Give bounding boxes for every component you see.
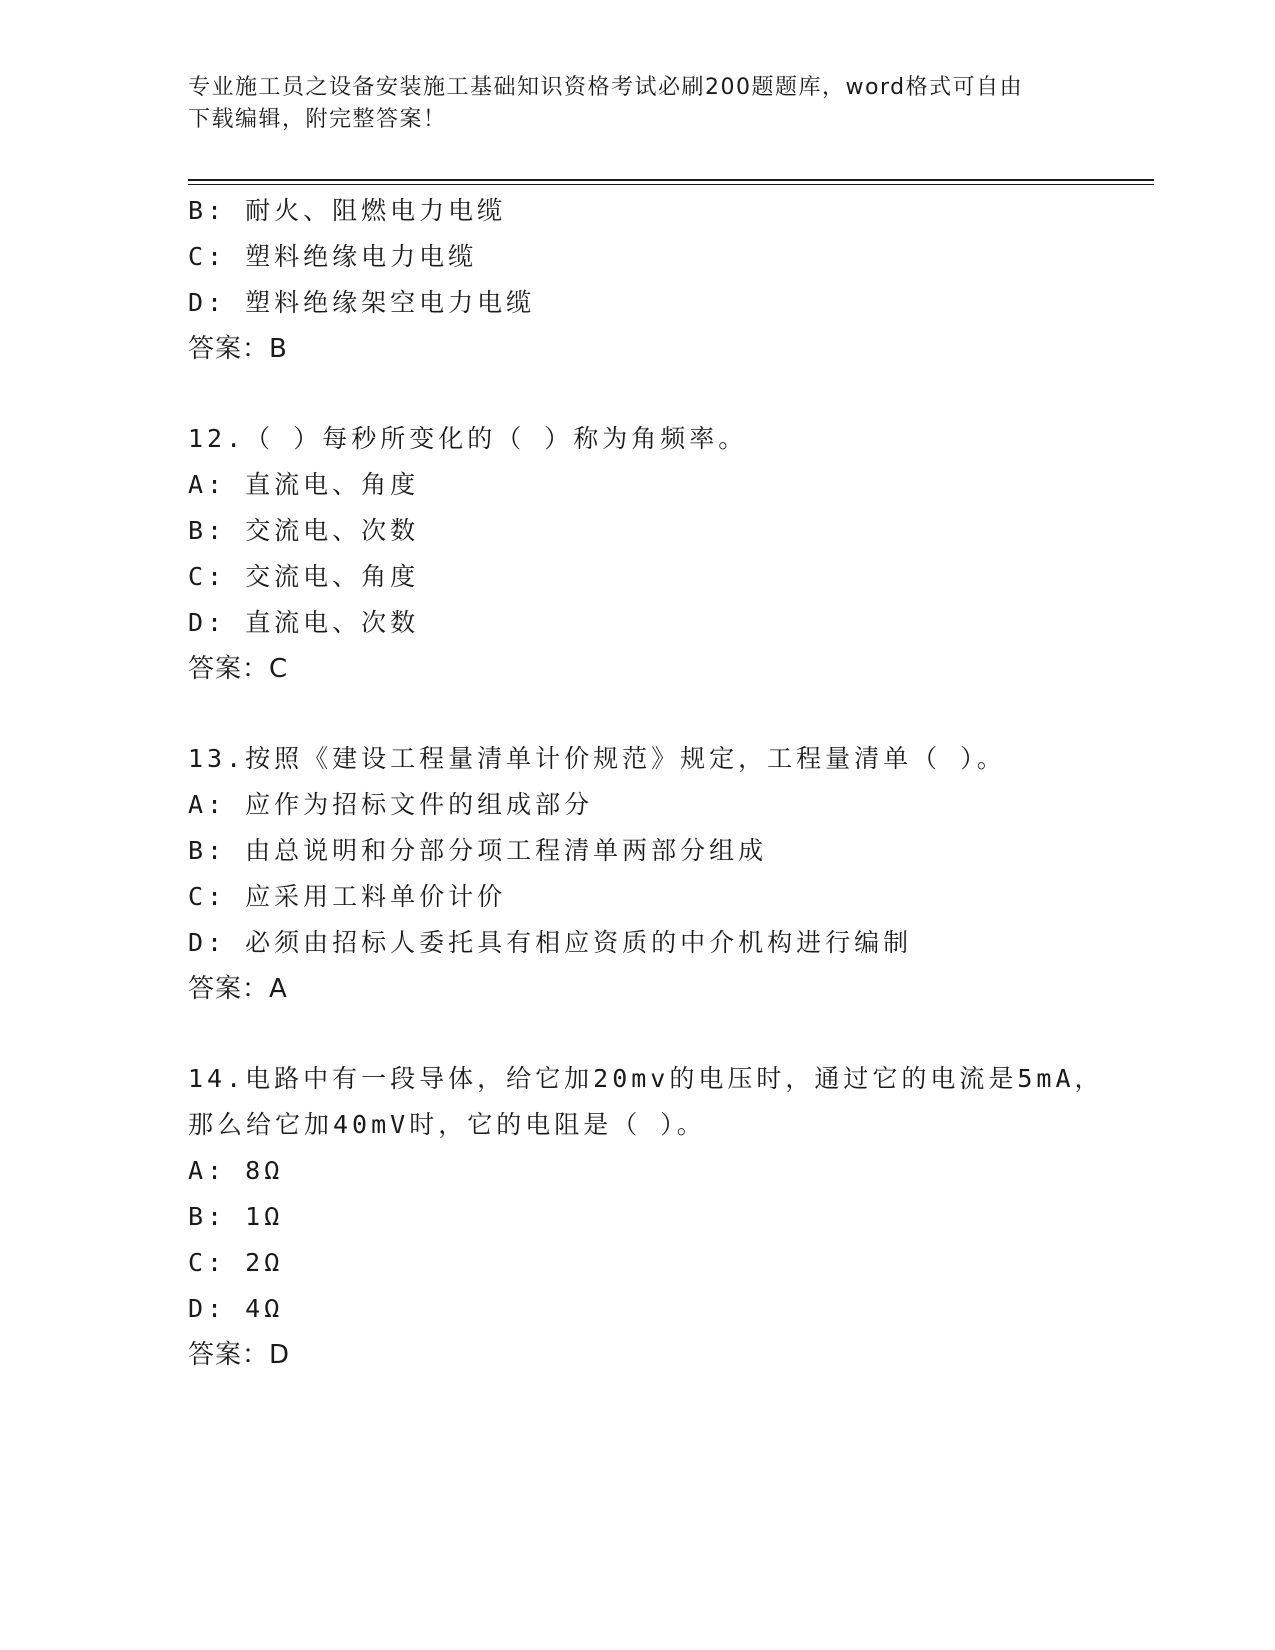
question-stem-line-2: 那么给它加40mV时，它的电阻是（ ）。 (188, 1110, 706, 1139)
option-b: B: 交流电、次数 (188, 516, 420, 545)
question-stem: 12.（ ）每秒所变化的（ ）称为角频率。 (188, 424, 748, 453)
question-stem-line-1: 14.电路中有一段导体，给它加20mv的电压时，通过它的电流是5mA， (188, 1064, 1104, 1093)
question-12 (188, 416, 1154, 692)
question-14 (188, 1056, 1154, 1378)
question-stem: 13.按照《建设工程量清单计价规范》规定，工程量清单（ ）。 (188, 744, 1006, 773)
header-divider-thin (188, 184, 1154, 185)
question-13 (188, 736, 1154, 1012)
option-d: D: 必须由招标人委托具有相应资质的中介机构进行编制 (188, 928, 913, 957)
option-b: B: 由总说明和分部分项工程清单两部分组成 (188, 836, 768, 865)
answer-line: 答案：A (188, 974, 288, 1004)
question-spacer (188, 1012, 1154, 1056)
document-header (188, 72, 1088, 136)
option-a: A: 8Ω (188, 1156, 284, 1185)
question-11-tail (188, 188, 1154, 372)
answer-line: 答案：D (188, 1340, 291, 1370)
option-b: B: 耐火、阻燃电力电缆 (188, 196, 507, 225)
header-title-line-2: 下载编辑，附完整答案！ (188, 107, 447, 132)
option-d: D: 塑料绝缘架空电力电缆 (188, 288, 536, 317)
option-a: A: 直流电、角度 (188, 470, 420, 499)
option-c: C: 应采用工料单价计价 (188, 882, 507, 911)
option-d: D: 直流电、次数 (188, 608, 420, 637)
header-title-line-1: 专业施工员之设备安装施工基础知识资格考试必刷200题题库，word格式可自由 (188, 75, 1024, 100)
answer-line: 答案：C (188, 654, 289, 684)
option-d: D: 4Ω (188, 1294, 284, 1323)
question-list (188, 188, 1154, 1378)
option-a: A: 应作为招标文件的组成部分 (188, 790, 594, 819)
answer-line: 答案：B (188, 334, 288, 364)
question-spacer (188, 692, 1154, 736)
option-b: B: 1Ω (188, 1202, 284, 1231)
header-divider-thick (188, 179, 1154, 181)
option-c: C: 交流电、角度 (188, 562, 420, 591)
question-spacer (188, 372, 1154, 416)
option-c: C: 2Ω (188, 1248, 284, 1277)
option-c: C: 塑料绝缘电力电缆 (188, 242, 478, 271)
